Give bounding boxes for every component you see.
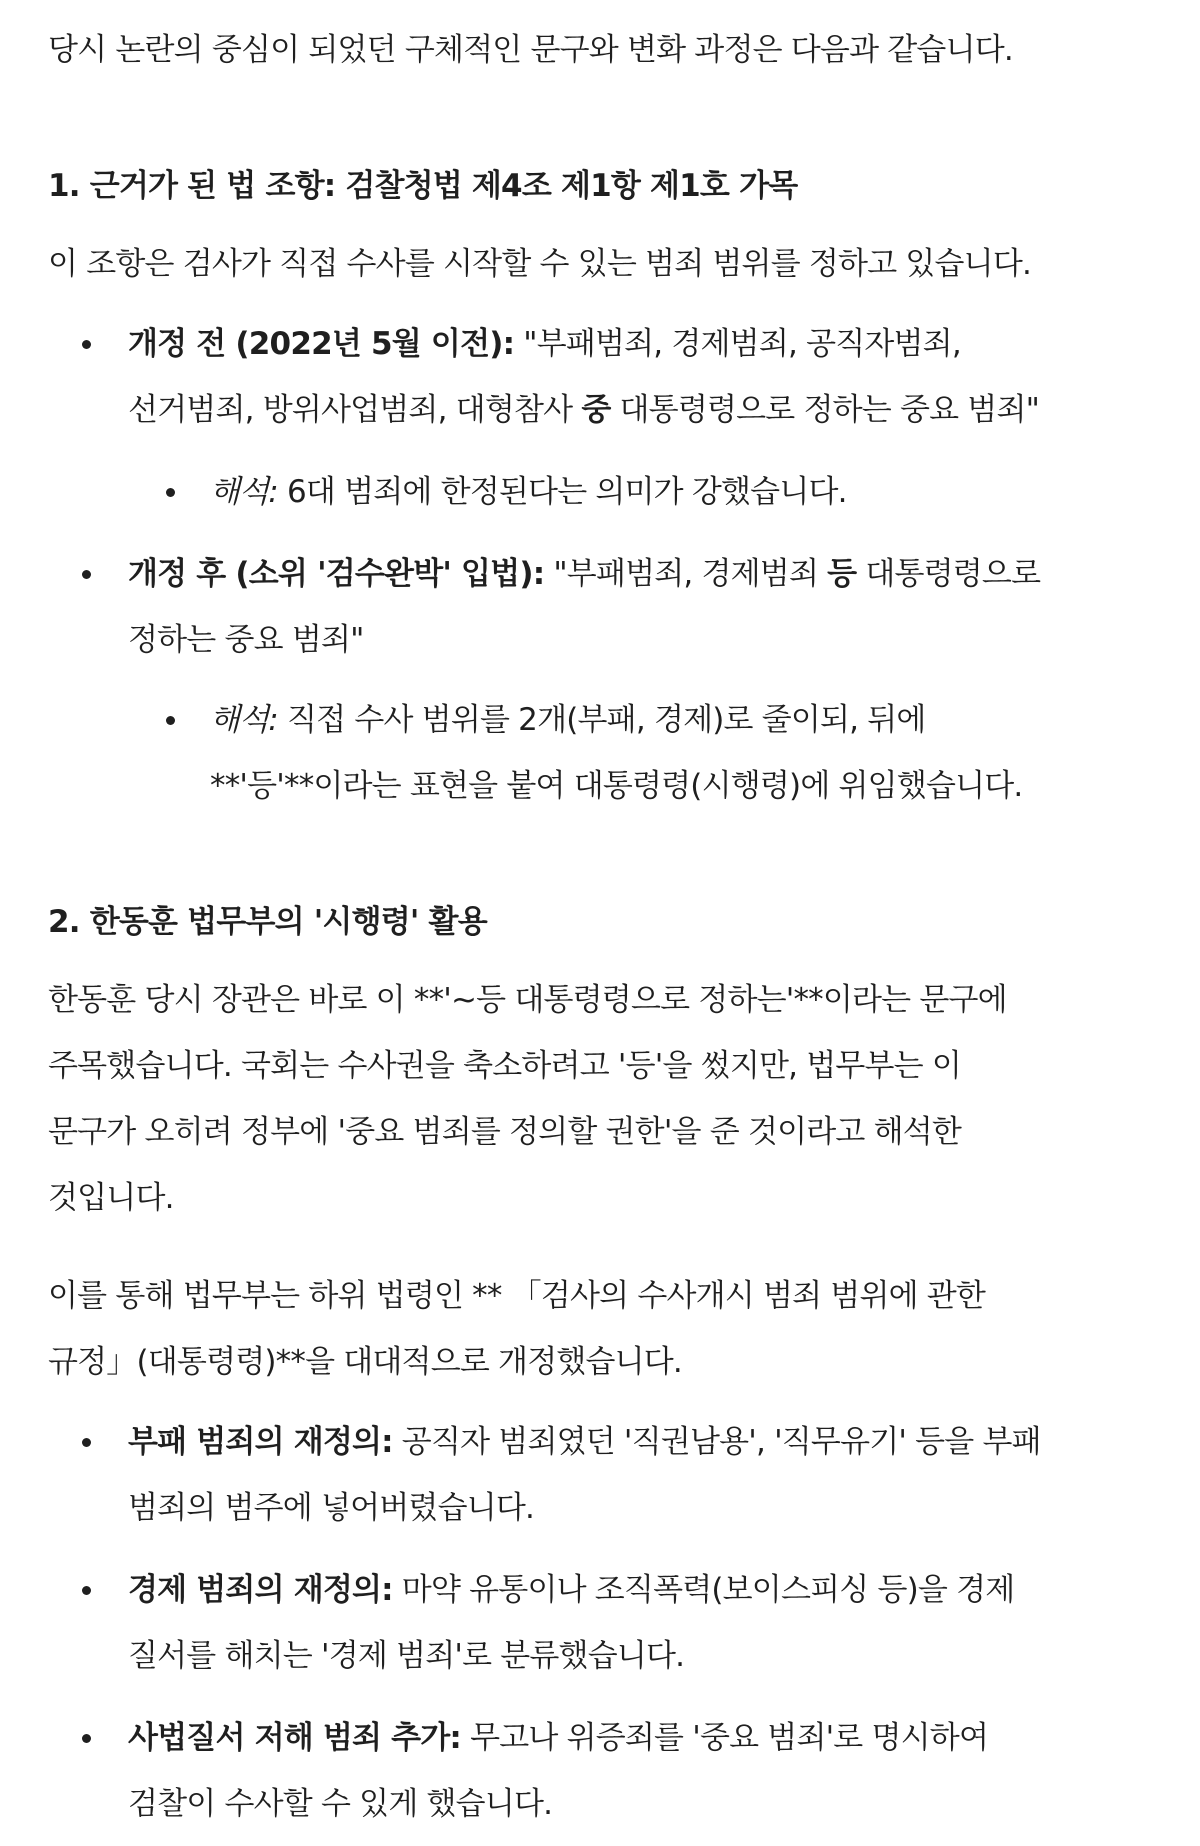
list-item-text: 공직자 범죄였던 '직권남용', '직무유기' 등을 부패 bbox=[392, 1424, 1041, 1460]
sub-bullet-icon bbox=[166, 488, 175, 497]
list-item-text: 무고나 위증죄를 '중요 범죄'로 명시하여 bbox=[461, 1720, 989, 1756]
paragraph-1-line: 한동훈 당시 장관은 바로 이 **'~등 대통령령으로 정하는'**이라는 문구에 bbox=[48, 982, 1007, 1018]
after-amendment-line-1 bbox=[128, 554, 1040, 594]
list-item-continuation: 질서를 해치는 '경제 범죄'로 분류했습니다. bbox=[128, 1638, 685, 1674]
bullet-icon bbox=[82, 1438, 91, 1447]
before-amendment-line-1 bbox=[128, 324, 961, 364]
sub-bullet-icon bbox=[166, 716, 175, 725]
before-interpretation bbox=[210, 472, 847, 512]
list-item bbox=[128, 1718, 988, 1758]
interpretation-text: 직접 수사 범위를 2개(부패, 경제)로 줄이되, 뒤에 bbox=[277, 702, 926, 738]
emphasis-word: 등 bbox=[827, 556, 857, 592]
emphasis-word: 중 bbox=[581, 392, 611, 428]
list-item-label: 부패 범죄의 재정의: bbox=[128, 1424, 393, 1460]
before-amendment-line-2 bbox=[128, 390, 1039, 430]
bullet-icon bbox=[82, 570, 91, 579]
section-1-description: 이 조항은 검사가 직접 수사를 시작할 수 있는 범죄 범위를 정하고 있습니다. bbox=[48, 246, 1032, 282]
list-item-continuation: 범죄의 범주에 넣어버렸습니다. bbox=[128, 1490, 535, 1526]
bullet-icon bbox=[82, 340, 91, 349]
section-1-heading: 1. 근거가 된 법 조항: 검찰청법 제4조 제1항 제1호 가목 bbox=[48, 168, 798, 204]
interpretation-text: 6대 범죄에 한정된다는 의미가 강했습니다. bbox=[277, 474, 847, 510]
before-amendment-text: 대통령령으로 정하는 중요 범죄" bbox=[610, 392, 1040, 428]
before-amendment-text: 선거범죄, 방위사업범죄, 대형참사 bbox=[128, 392, 582, 428]
after-amendment-text: "부패범죄, 경제범죄 bbox=[544, 556, 828, 592]
after-interpretation-line-1 bbox=[210, 700, 926, 740]
intro-text: 당시 논란의 중심이 되었던 구체적인 문구와 변화 과정은 다음과 같습니다. bbox=[48, 32, 1013, 68]
bullet-icon bbox=[82, 1586, 91, 1595]
list-item-continuation: 검찰이 수사할 수 있게 했습니다. bbox=[128, 1786, 553, 1822]
interpretation-label: 해석: bbox=[210, 702, 278, 738]
after-amendment-label: 개정 후 (소위 '검수완박' 입법): bbox=[128, 556, 545, 592]
interpretation-label: 해석: bbox=[210, 474, 278, 510]
paragraph-1-line: 문구가 오히려 정부에 '중요 범죄를 정의할 권한'을 준 것이라고 해석한 bbox=[48, 1114, 962, 1150]
after-amendment-text: 대통령령으로 bbox=[856, 556, 1041, 592]
paragraph-2-line: 이를 통해 법무부는 하위 법령인 ** 「검사의 수사개시 범죄 범위에 관한 bbox=[48, 1278, 986, 1314]
paragraph-2-line: 규정」(대통령령)**을 대대적으로 개정했습니다. bbox=[48, 1344, 682, 1380]
after-interpretation-line-2: **'등'**이라는 표현을 붙여 대통령령(시행령)에 위임했습니다. bbox=[210, 768, 1023, 804]
before-amendment-label: 개정 전 (2022년 5월 이전): bbox=[128, 326, 515, 362]
list-item-label: 사법질서 저해 범죄 추가: bbox=[128, 1720, 462, 1756]
section-2-heading: 2. 한동훈 법무부의 '시행령' 활용 bbox=[48, 904, 487, 940]
before-amendment-text: "부패범죄, 경제범죄, 공직자범죄, bbox=[514, 326, 961, 362]
after-amendment-line-2: 정하는 중요 범죄" bbox=[128, 622, 364, 658]
list-item-text: 마약 유통이나 조직폭력(보이스피싱 등)을 경제 bbox=[392, 1572, 1015, 1608]
paragraph-1-line: 주목했습니다. 국회는 수사권을 축소하려고 '등'을 썼지만, 법무부는 이 bbox=[48, 1048, 962, 1084]
paragraph-1-line: 것입니다. bbox=[48, 1180, 174, 1216]
list-item bbox=[128, 1570, 1014, 1610]
list-item-label: 경제 범죄의 재정의: bbox=[128, 1572, 393, 1608]
list-item bbox=[128, 1422, 1041, 1462]
bullet-icon bbox=[82, 1734, 91, 1743]
